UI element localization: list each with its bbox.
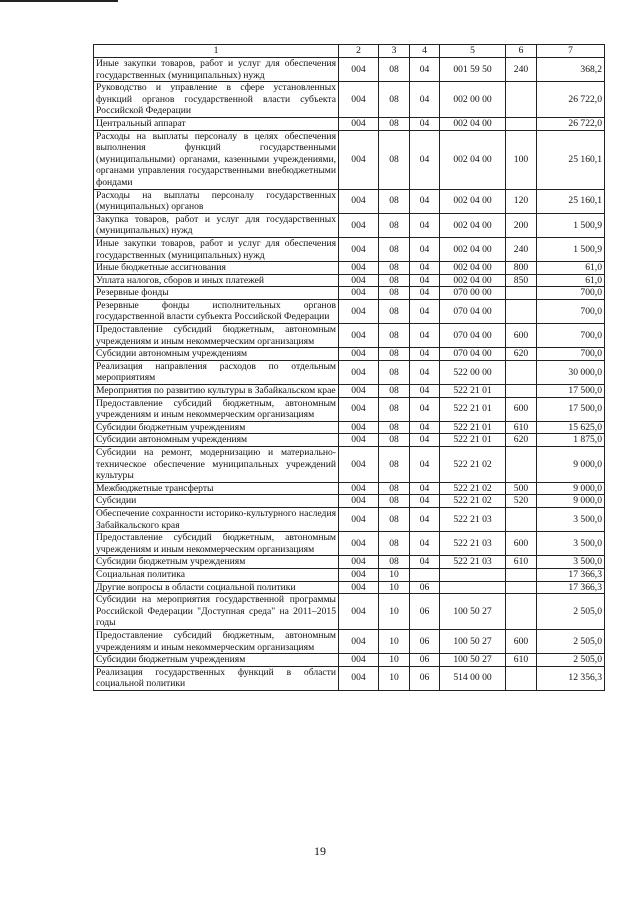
table-row xyxy=(94,348,605,361)
cell-ministry-code: 004 xyxy=(339,237,379,261)
cell-amount: 30 000,0 xyxy=(537,360,605,384)
cell-expense-type: 610 xyxy=(506,654,537,667)
cell-subsection xyxy=(410,568,440,581)
cell-ministry-code: 004 xyxy=(339,274,379,287)
cell-amount: 1 500,9 xyxy=(537,213,605,237)
cell-subsection: 06 xyxy=(410,594,440,630)
cell-expense-type: 240 xyxy=(506,237,537,261)
cell-name: Резервные фонды исполнительных органов государственной власти субъекта Российской Федерации xyxy=(94,299,339,323)
cell-name: Межбюджетные трансферты xyxy=(94,482,339,495)
cell-expense-type: 600 xyxy=(506,629,537,653)
cell-subsection: 04 xyxy=(410,482,440,495)
cell-ministry-code: 004 xyxy=(339,287,379,300)
cell-section: 08 xyxy=(379,348,410,361)
cell-section: 08 xyxy=(379,130,410,189)
cell-subsection: 06 xyxy=(410,666,440,690)
table-row xyxy=(94,287,605,300)
cell-ministry-code: 004 xyxy=(339,629,379,653)
cell-expense-type: 500 xyxy=(506,482,537,495)
table-row xyxy=(94,130,605,189)
cell-name: Центральный аппарат xyxy=(94,117,339,130)
table-row xyxy=(94,532,605,556)
cell-target-article xyxy=(440,581,506,594)
cell-subsection: 04 xyxy=(410,507,440,531)
cell-target-article: 002 00 00 xyxy=(440,82,506,118)
cell-amount: 17 500,0 xyxy=(537,385,605,398)
cell-amount: 9 000,0 xyxy=(537,447,605,483)
cell-ministry-code: 004 xyxy=(339,495,379,508)
cell-name: Субсидии бюджетным учреждениям xyxy=(94,421,339,434)
cell-target-article: 002 04 00 xyxy=(440,117,506,130)
cell-target-article: 070 04 00 xyxy=(440,299,506,323)
cell-ministry-code: 004 xyxy=(339,507,379,531)
table-row xyxy=(94,421,605,434)
cell-subsection: 06 xyxy=(410,581,440,594)
header-col-1: 1 xyxy=(94,45,339,58)
cell-amount: 17 500,0 xyxy=(537,397,605,421)
cell-target-article: 002 04 00 xyxy=(440,262,506,275)
cell-name: Закупка товаров, работ и услуг для государственных (муниципальных) нужд xyxy=(94,213,339,237)
cell-section: 08 xyxy=(379,324,410,348)
cell-target-article: 522 21 02 xyxy=(440,482,506,495)
cell-ministry-code: 004 xyxy=(339,130,379,189)
table-row xyxy=(94,666,605,690)
cell-expense-type xyxy=(506,360,537,384)
header-col-3: 3 xyxy=(379,45,410,58)
table-row xyxy=(94,397,605,421)
cell-expense-type: 600 xyxy=(506,532,537,556)
table-row xyxy=(94,262,605,275)
cell-subsection: 04 xyxy=(410,421,440,434)
cell-subsection: 04 xyxy=(410,348,440,361)
cell-section: 08 xyxy=(379,507,410,531)
cell-amount: 700,0 xyxy=(537,324,605,348)
cell-amount: 2 505,0 xyxy=(537,629,605,653)
cell-target-article: 100 50 27 xyxy=(440,594,506,630)
cell-ministry-code: 004 xyxy=(339,213,379,237)
table-row xyxy=(94,82,605,118)
cell-target-article: 100 50 27 xyxy=(440,629,506,653)
cell-amount: 2 505,0 xyxy=(537,594,605,630)
cell-target-article: 522 21 01 xyxy=(440,385,506,398)
cell-amount: 700,0 xyxy=(537,299,605,323)
header-col-2: 2 xyxy=(339,45,379,58)
cell-name: Субсидии xyxy=(94,495,339,508)
cell-subsection: 04 xyxy=(410,189,440,213)
cell-name: Мероприятия по развитию культуры в Забайкальском крае xyxy=(94,385,339,398)
cell-amount: 61,0 xyxy=(537,262,605,275)
cell-subsection: 04 xyxy=(410,360,440,384)
cell-subsection: 04 xyxy=(410,262,440,275)
cell-name: Иные бюджетные ассигнования xyxy=(94,262,339,275)
cell-expense-type xyxy=(506,666,537,690)
cell-ministry-code: 004 xyxy=(339,532,379,556)
cell-target-article: 100 50 27 xyxy=(440,654,506,667)
cell-name: Расходы на выплаты персоналу в целях обеспечения выполнения функций государственными (муниципальными) органами, казенными учреждениями, органами управления государственными внебюджетными фондами xyxy=(94,130,339,189)
table-row xyxy=(94,58,605,82)
table-row xyxy=(94,581,605,594)
header-col-6: 6 xyxy=(506,45,537,58)
table-row xyxy=(94,654,605,667)
cell-section: 08 xyxy=(379,262,410,275)
cell-expense-type: 120 xyxy=(506,189,537,213)
cell-ministry-code: 004 xyxy=(339,324,379,348)
cell-target-article: 070 04 00 xyxy=(440,348,506,361)
cell-target-article: 522 21 01 xyxy=(440,434,506,447)
cell-expense-type xyxy=(506,117,537,130)
cell-section: 08 xyxy=(379,189,410,213)
table-row xyxy=(94,447,605,483)
cell-amount: 25 160,1 xyxy=(537,130,605,189)
cell-target-article: 522 21 02 xyxy=(440,495,506,508)
cell-subsection: 04 xyxy=(410,556,440,569)
cell-section: 08 xyxy=(379,397,410,421)
cell-target-article: 002 04 00 xyxy=(440,237,506,261)
table-body xyxy=(94,58,605,691)
cell-ministry-code: 004 xyxy=(339,397,379,421)
table-row xyxy=(94,189,605,213)
cell-expense-type: 520 xyxy=(506,495,537,508)
table-row xyxy=(94,213,605,237)
cell-section: 08 xyxy=(379,495,410,508)
cell-ministry-code: 004 xyxy=(339,117,379,130)
cell-ministry-code: 004 xyxy=(339,385,379,398)
cell-name: Иные закупки товаров, работ и услуг для обеспечения государственных (муниципальных) нужд xyxy=(94,58,339,82)
cell-expense-type xyxy=(506,568,537,581)
cell-ministry-code: 004 xyxy=(339,360,379,384)
cell-amount: 3 500,0 xyxy=(537,532,605,556)
cell-name: Резервные фонды xyxy=(94,287,339,300)
cell-ministry-code: 004 xyxy=(339,581,379,594)
cell-amount: 3 500,0 xyxy=(537,507,605,531)
cell-ministry-code: 004 xyxy=(339,556,379,569)
cell-amount: 1 875,0 xyxy=(537,434,605,447)
cell-expense-type: 600 xyxy=(506,324,537,348)
cell-target-article: 522 21 01 xyxy=(440,421,506,434)
cell-amount: 9 000,0 xyxy=(537,495,605,508)
cell-ministry-code: 004 xyxy=(339,58,379,82)
cell-section: 08 xyxy=(379,447,410,483)
cell-expense-type: 610 xyxy=(506,556,537,569)
cell-ministry-code: 004 xyxy=(339,666,379,690)
cell-subsection: 04 xyxy=(410,397,440,421)
cell-target-article: 002 04 00 xyxy=(440,213,506,237)
table-row xyxy=(94,360,605,384)
cell-target-article: 522 21 01 xyxy=(440,397,506,421)
cell-section: 10 xyxy=(379,666,410,690)
cell-section: 08 xyxy=(379,237,410,261)
cell-target-article: 070 04 00 xyxy=(440,324,506,348)
cell-ministry-code: 004 xyxy=(339,594,379,630)
cell-amount: 26 722,0 xyxy=(537,82,605,118)
scan-edge-line xyxy=(0,0,118,2)
cell-subsection: 04 xyxy=(410,532,440,556)
cell-name: Предоставление субсидий бюджетным, автономным учреждениям и иным некоммерческим организациям xyxy=(94,532,339,556)
cell-expense-type: 800 xyxy=(506,262,537,275)
cell-expense-type xyxy=(506,594,537,630)
table-row xyxy=(94,299,605,323)
cell-name: Предоставление субсидий бюджетным, автономным учреждениям и иным некоммерческим организациям xyxy=(94,397,339,421)
cell-target-article: 522 00 00 xyxy=(440,360,506,384)
cell-subsection: 04 xyxy=(410,434,440,447)
cell-section: 10 xyxy=(379,568,410,581)
table-row xyxy=(94,556,605,569)
cell-section: 08 xyxy=(379,385,410,398)
table-row xyxy=(94,629,605,653)
cell-section: 08 xyxy=(379,299,410,323)
cell-subsection: 04 xyxy=(410,287,440,300)
cell-name: Иные закупки товаров, работ и услуг для обеспечения государственных (муниципальных) нужд xyxy=(94,237,339,261)
cell-section: 08 xyxy=(379,556,410,569)
table-row xyxy=(94,274,605,287)
cell-ministry-code: 004 xyxy=(339,82,379,118)
cell-subsection: 04 xyxy=(410,274,440,287)
cell-subsection: 04 xyxy=(410,385,440,398)
page-number: 19 xyxy=(314,844,326,858)
cell-ministry-code: 004 xyxy=(339,568,379,581)
cell-name: Субсидии на ремонт, модернизацию и материально-техническое обеспечение муниципальных учреждений культуры xyxy=(94,447,339,483)
cell-target-article: 002 04 00 xyxy=(440,130,506,189)
cell-section: 08 xyxy=(379,532,410,556)
cell-name: Другие вопросы в области социальной политики xyxy=(94,581,339,594)
cell-name: Субсидии автономным учреждениям xyxy=(94,348,339,361)
cell-subsection: 04 xyxy=(410,237,440,261)
cell-section: 08 xyxy=(379,82,410,118)
cell-amount: 1 500,9 xyxy=(537,237,605,261)
cell-name: Руководство и управление в сфере установленных функций органов государственной власти субъекта Российской Федерации xyxy=(94,82,339,118)
cell-expense-type: 240 xyxy=(506,58,537,82)
cell-ministry-code: 004 xyxy=(339,189,379,213)
cell-section: 08 xyxy=(379,213,410,237)
cell-target-article: 522 21 03 xyxy=(440,556,506,569)
cell-subsection: 06 xyxy=(410,654,440,667)
cell-amount: 700,0 xyxy=(537,348,605,361)
cell-amount: 17 366,3 xyxy=(537,581,605,594)
cell-section: 08 xyxy=(379,58,410,82)
cell-expense-type xyxy=(506,82,537,118)
cell-expense-type: 200 xyxy=(506,213,537,237)
cell-expense-type xyxy=(506,287,537,300)
cell-section: 08 xyxy=(379,274,410,287)
cell-subsection: 04 xyxy=(410,495,440,508)
cell-ministry-code: 004 xyxy=(339,348,379,361)
cell-subsection: 04 xyxy=(410,130,440,189)
header-col-7: 7 xyxy=(537,45,605,58)
cell-target-article: 002 04 00 xyxy=(440,189,506,213)
table-row xyxy=(94,568,605,581)
cell-ministry-code: 004 xyxy=(339,299,379,323)
cell-subsection: 04 xyxy=(410,299,440,323)
cell-section: 08 xyxy=(379,117,410,130)
cell-ministry-code: 004 xyxy=(339,262,379,275)
cell-target-article: 002 04 00 xyxy=(440,274,506,287)
cell-amount: 17 366,3 xyxy=(537,568,605,581)
cell-target-article: 001 59 50 xyxy=(440,58,506,82)
header-row xyxy=(94,45,605,58)
cell-name: Субсидии автономным учреждениям xyxy=(94,434,339,447)
cell-ministry-code: 004 xyxy=(339,482,379,495)
cell-target-article: 522 21 02 xyxy=(440,447,506,483)
cell-amount: 26 722,0 xyxy=(537,117,605,130)
cell-section: 08 xyxy=(379,287,410,300)
cell-target-article: 522 21 03 xyxy=(440,532,506,556)
cell-section: 08 xyxy=(379,482,410,495)
cell-amount: 9 000,0 xyxy=(537,482,605,495)
cell-expense-type: 100 xyxy=(506,130,537,189)
cell-expense-type: 620 xyxy=(506,434,537,447)
cell-ministry-code: 004 xyxy=(339,434,379,447)
cell-amount: 25 160,1 xyxy=(537,189,605,213)
cell-amount: 700,0 xyxy=(537,287,605,300)
cell-target-article: 070 00 00 xyxy=(440,287,506,300)
table-row xyxy=(94,434,605,447)
cell-name: Субсидии на мероприятия государственной программы Российской Федерации "Доступная среда" на 2011–2015 годы xyxy=(94,594,339,630)
cell-amount: 12 356,3 xyxy=(537,666,605,690)
cell-subsection: 04 xyxy=(410,117,440,130)
cell-expense-type xyxy=(506,581,537,594)
table-row xyxy=(94,117,605,130)
table-row xyxy=(94,594,605,630)
cell-section: 10 xyxy=(379,654,410,667)
cell-amount: 2 505,0 xyxy=(537,654,605,667)
header-col-5: 5 xyxy=(440,45,506,58)
table-row xyxy=(94,385,605,398)
cell-amount: 61,0 xyxy=(537,274,605,287)
cell-section: 10 xyxy=(379,581,410,594)
cell-amount: 368,2 xyxy=(537,58,605,82)
cell-expense-type xyxy=(506,385,537,398)
table-row xyxy=(94,324,605,348)
cell-expense-type: 620 xyxy=(506,348,537,361)
cell-name: Предоставление субсидий бюджетным, автономным учреждениям и иным некоммерческим организациям xyxy=(94,324,339,348)
cell-subsection: 04 xyxy=(410,213,440,237)
cell-expense-type xyxy=(506,447,537,483)
cell-name: Предоставление субсидий бюджетным, автономным учреждениям и иным некоммерческим организациям xyxy=(94,629,339,653)
cell-ministry-code: 004 xyxy=(339,447,379,483)
cell-subsection: 06 xyxy=(410,629,440,653)
cell-target-article: 522 21 03 xyxy=(440,507,506,531)
cell-expense-type: 610 xyxy=(506,421,537,434)
cell-name: Уплата налогов, сборов и иных платежей xyxy=(94,274,339,287)
cell-name: Реализация государственных функций в области социальной политики xyxy=(94,666,339,690)
cell-amount: 15 625,0 xyxy=(537,421,605,434)
cell-name: Реализация направления расходов по отдельным мероприятиям xyxy=(94,360,339,384)
cell-subsection: 04 xyxy=(410,58,440,82)
cell-target-article: 514 00 00 xyxy=(440,666,506,690)
cell-expense-type xyxy=(506,299,537,323)
cell-ministry-code: 004 xyxy=(339,654,379,667)
cell-name: Субсидии бюджетным учреждениям xyxy=(94,654,339,667)
cell-name: Социальная политика xyxy=(94,568,339,581)
cell-section: 08 xyxy=(379,360,410,384)
cell-section: 08 xyxy=(379,421,410,434)
cell-expense-type: 850 xyxy=(506,274,537,287)
cell-name: Расходы на выплаты персоналу государственных (муниципальных) органов xyxy=(94,189,339,213)
cell-section: 10 xyxy=(379,629,410,653)
table-row xyxy=(94,495,605,508)
cell-ministry-code: 004 xyxy=(339,421,379,434)
cell-name: Субсидии бюджетным учреждениям xyxy=(94,556,339,569)
table-row xyxy=(94,482,605,495)
cell-section: 08 xyxy=(379,434,410,447)
cell-subsection: 04 xyxy=(410,82,440,118)
table-row xyxy=(94,507,605,531)
cell-expense-type: 600 xyxy=(506,397,537,421)
cell-expense-type xyxy=(506,507,537,531)
cell-subsection: 04 xyxy=(410,447,440,483)
table-row xyxy=(94,237,605,261)
cell-amount: 3 500,0 xyxy=(537,556,605,569)
budget-table xyxy=(93,44,605,691)
cell-section: 10 xyxy=(379,594,410,630)
cell-subsection: 04 xyxy=(410,324,440,348)
header-col-4: 4 xyxy=(410,45,440,58)
cell-name: Обеспечение сохранности историко-культурного наследия Забайкальского края xyxy=(94,507,339,531)
cell-target-article xyxy=(440,568,506,581)
